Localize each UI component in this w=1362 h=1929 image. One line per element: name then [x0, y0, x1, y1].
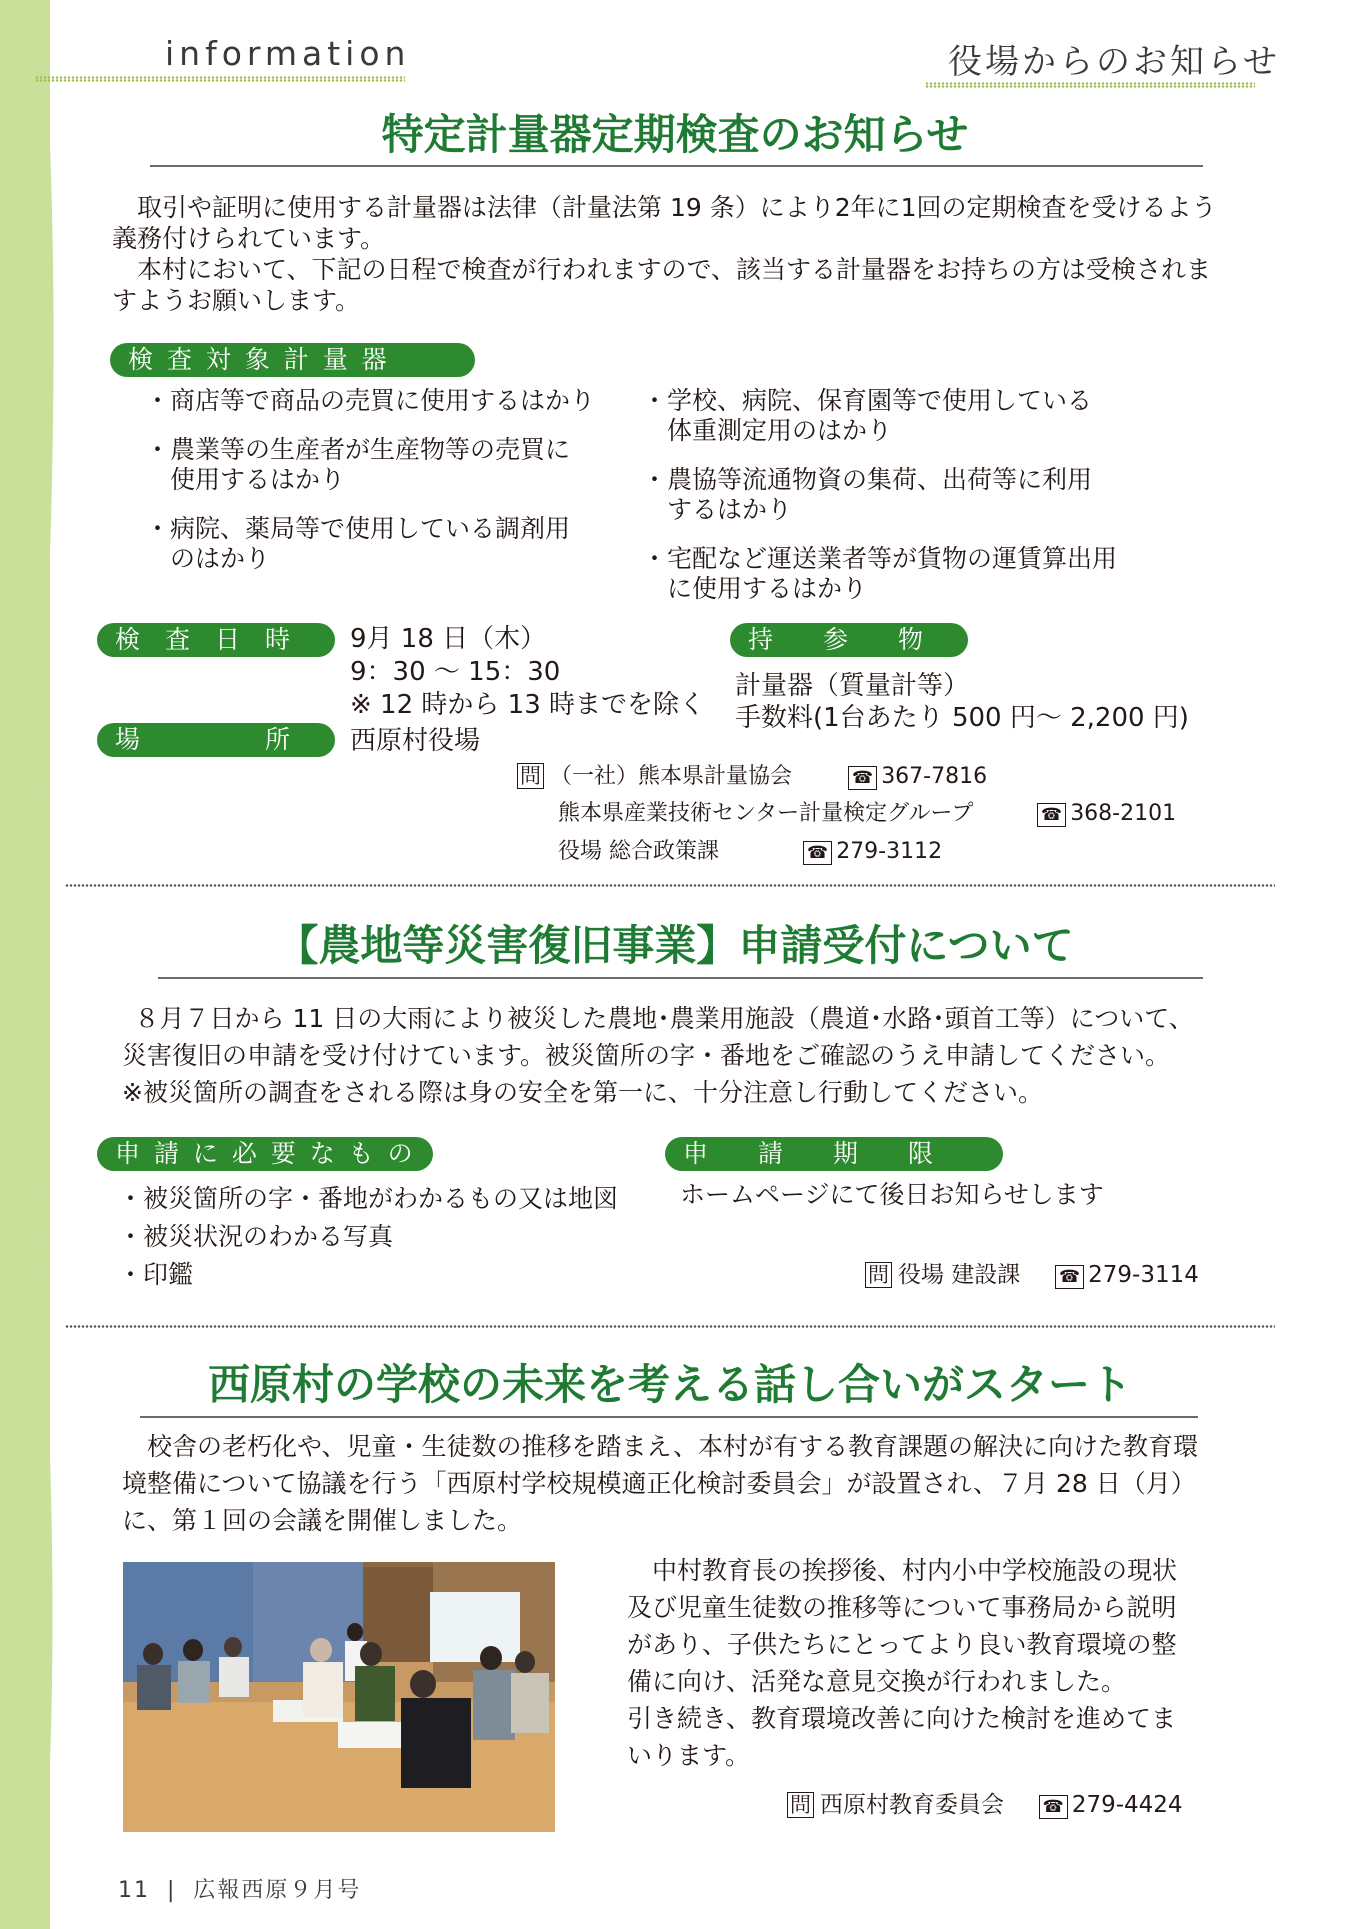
bring-label-pill	[730, 623, 968, 657]
side-stripe-curve	[30, 0, 70, 1929]
inquiry-icon: 問	[865, 1262, 892, 1288]
article2-body	[122, 1000, 1262, 1111]
article2-line: ８月７日から 11 日の大雨により被災した農地･農業用施設（農道･水路･頭首工等）について、	[134, 1004, 1194, 1033]
article1-title-rule	[150, 165, 1203, 167]
article1-title: 特定計量器定期検査のお知らせ	[381, 110, 969, 159]
article2-title: 【農地等災害復旧事業】申請受付について	[276, 921, 1074, 970]
date-line: 9月 18 日（木）	[350, 624, 547, 654]
contact-tel: 279-4424	[1071, 1792, 1183, 1818]
targets-left-list	[145, 386, 625, 574]
need-label: 申 請 に 必 要 な も の	[115, 1139, 416, 1168]
need-item: ・被災箇所の字・番地がわかるもの又は地図	[118, 1184, 619, 1213]
article2-contact	[865, 1261, 1199, 1289]
date-label-pill	[97, 623, 335, 657]
bring-line: 手数料(1台あたり 500 円～ 2,200 円)	[735, 703, 1189, 733]
place-value: 西原村役場	[350, 726, 481, 756]
date-value	[350, 623, 730, 722]
section-divider	[65, 1325, 1275, 1328]
target-item	[145, 435, 625, 495]
contact-tel-row	[848, 763, 987, 791]
targets-right-list	[642, 386, 1162, 604]
target-item	[145, 386, 625, 416]
contact-tel: 279-3112	[836, 839, 943, 864]
contact-tel-row	[1037, 800, 1176, 828]
article3-side-line: 及び児童生徒数の推移等について事務局から説明	[627, 1593, 1177, 1622]
header-dotted-rule-right	[925, 82, 1255, 88]
article1-para2: 本村において、下記の日程で検査が行われますので、該当する計量器をお持ちの方は受検されますようお願いします。	[112, 255, 1212, 315]
targets-label: 検 査 対 象 計 量 器	[128, 345, 390, 374]
article3-side-line: 引き続き、教育環境改善に向けた検討を進めてま	[627, 1704, 1177, 1733]
time-line: 9：30 ～ 15：30	[350, 657, 561, 687]
section-label-jp: 役場からのお知らせ	[948, 42, 1280, 82]
meeting-photo	[123, 1562, 555, 1832]
contact-tel: 367-7816	[881, 764, 988, 789]
article1-intro	[112, 192, 1232, 316]
article2-title-rule	[158, 977, 1203, 979]
target-line: ・農協等流通物資の集荷、出荷等に利用	[642, 465, 1093, 494]
article3-side-text	[627, 1552, 1227, 1774]
article3-side-line: があり、子供たちにとってより良い教育環境の整	[627, 1630, 1177, 1659]
bring-value	[735, 670, 1215, 734]
article3-title: 西原村の学校の未来を考える話し合いがスタート	[207, 1360, 1132, 1409]
bring-line: 計量器（質量計等）	[735, 671, 970, 701]
inquiry-icon: 問	[787, 1792, 814, 1818]
target-line: ・農業等の生産者が生産物等の売買に	[145, 435, 571, 464]
need-label-pill	[97, 1137, 433, 1171]
article3-side-line: 備に向け、活発な意見交換が行われました。	[627, 1667, 1127, 1696]
contact-name: 役場 総合政策課	[558, 839, 719, 864]
phone-icon: ☎	[848, 766, 877, 790]
need-item: ・被災状況のわかる写真	[118, 1222, 394, 1251]
footer-separator: |	[167, 1878, 177, 1903]
place-label-pill	[97, 723, 335, 757]
page-number: 11	[118, 1878, 150, 1903]
target-item	[145, 514, 625, 574]
target-item	[642, 465, 1162, 525]
contact-tel-row	[803, 838, 942, 866]
target-line: するはかり	[642, 495, 793, 524]
contact-tel: 279-3114	[1088, 1262, 1199, 1288]
article3-side-line: 中村教育長の挨拶後、村内小中学校施設の現状	[627, 1556, 1178, 1585]
contact-name: 熊本県産業技術センター計量検定グループ	[558, 801, 974, 826]
target-line: 体重測定用のはかり	[642, 416, 893, 445]
contact-row	[558, 838, 719, 866]
contact-tel: 368-2101	[1070, 801, 1177, 826]
article3-title-rule	[140, 1416, 1198, 1418]
date-label: 検 査 日 時	[115, 625, 291, 654]
target-line: ・宅配など運送業者等が貨物の運賃算出用	[642, 544, 1118, 573]
target-line: ・病院、薬局等で使用している調剤用	[145, 514, 571, 543]
section-divider	[65, 884, 1275, 887]
target-item	[642, 386, 1162, 446]
bring-label: 持 参 物	[748, 625, 924, 654]
period-label-pill	[665, 1137, 1003, 1171]
target-line: 使用するはかり	[145, 465, 346, 494]
target-line: に使用するはかり	[642, 574, 868, 603]
target-line: ・学校、病院、保育園等で使用している	[642, 386, 1093, 415]
contact-name: 役場 建設課	[898, 1262, 1021, 1288]
contact-row	[558, 800, 973, 828]
section-label-en: information	[165, 34, 411, 73]
target-line: ・商店等で商品の売買に使用するはかり	[145, 386, 596, 415]
contact-name: （一社）熊本県計量協会	[550, 764, 793, 789]
phone-icon: ☎	[1037, 803, 1066, 827]
period-label: 申 請 期 限	[683, 1139, 934, 1168]
article3-body	[122, 1428, 1262, 1539]
phone-icon: ☎	[1055, 1265, 1084, 1289]
time-note: ※ 12 時から 13 時までを除く	[350, 690, 706, 720]
target-item	[642, 544, 1162, 604]
article3-line: に、第１回の会議を開催しました。	[122, 1506, 523, 1535]
contact-name: 西原村教育委員会	[820, 1792, 1004, 1818]
issue-label: 広報西原９月号	[193, 1878, 362, 1903]
page-footer	[118, 1873, 361, 1904]
article3-line: 校舎の老朽化や、児童・生徒数の推移を踏まえ、本村が有する教育課題の解決に向けた教育環	[122, 1432, 1199, 1461]
phone-icon: ☎	[803, 841, 832, 865]
header-dotted-rule-left	[35, 76, 405, 82]
article3-contact	[787, 1791, 1183, 1819]
article2-line: ※被災箇所の調査をされる際は身の安全を第一に、十分注意し行動してください。	[122, 1078, 1043, 1107]
article1-para1: 取引や証明に使用する計量器は法律（計量法第 19 条）により2年に1回の定期検査を受けるよう義務付けられています。	[112, 193, 1217, 253]
article3-side-line: いります。	[627, 1741, 751, 1770]
target-line: のはかり	[145, 544, 271, 573]
place-label: 場 所	[115, 725, 291, 754]
period-value: ホームページにて後日お知らせします	[680, 1180, 1104, 1209]
targets-label-pill	[110, 343, 475, 377]
contact-row	[517, 763, 792, 791]
inquiry-icon: 問	[517, 763, 544, 789]
article3-line: 境整備について協議を行う「西原村学校規模適正化検討委員会」が設置され、７月 28 日（月）	[122, 1469, 1196, 1498]
article2-line: 災害復旧の申請を受け付けています。被災箇所の字・番地をご確認のうえ申請してください。	[122, 1041, 1171, 1070]
need-item: ・印鑑	[118, 1260, 194, 1289]
phone-icon: ☎	[1039, 1795, 1068, 1819]
need-list	[118, 1180, 658, 1294]
